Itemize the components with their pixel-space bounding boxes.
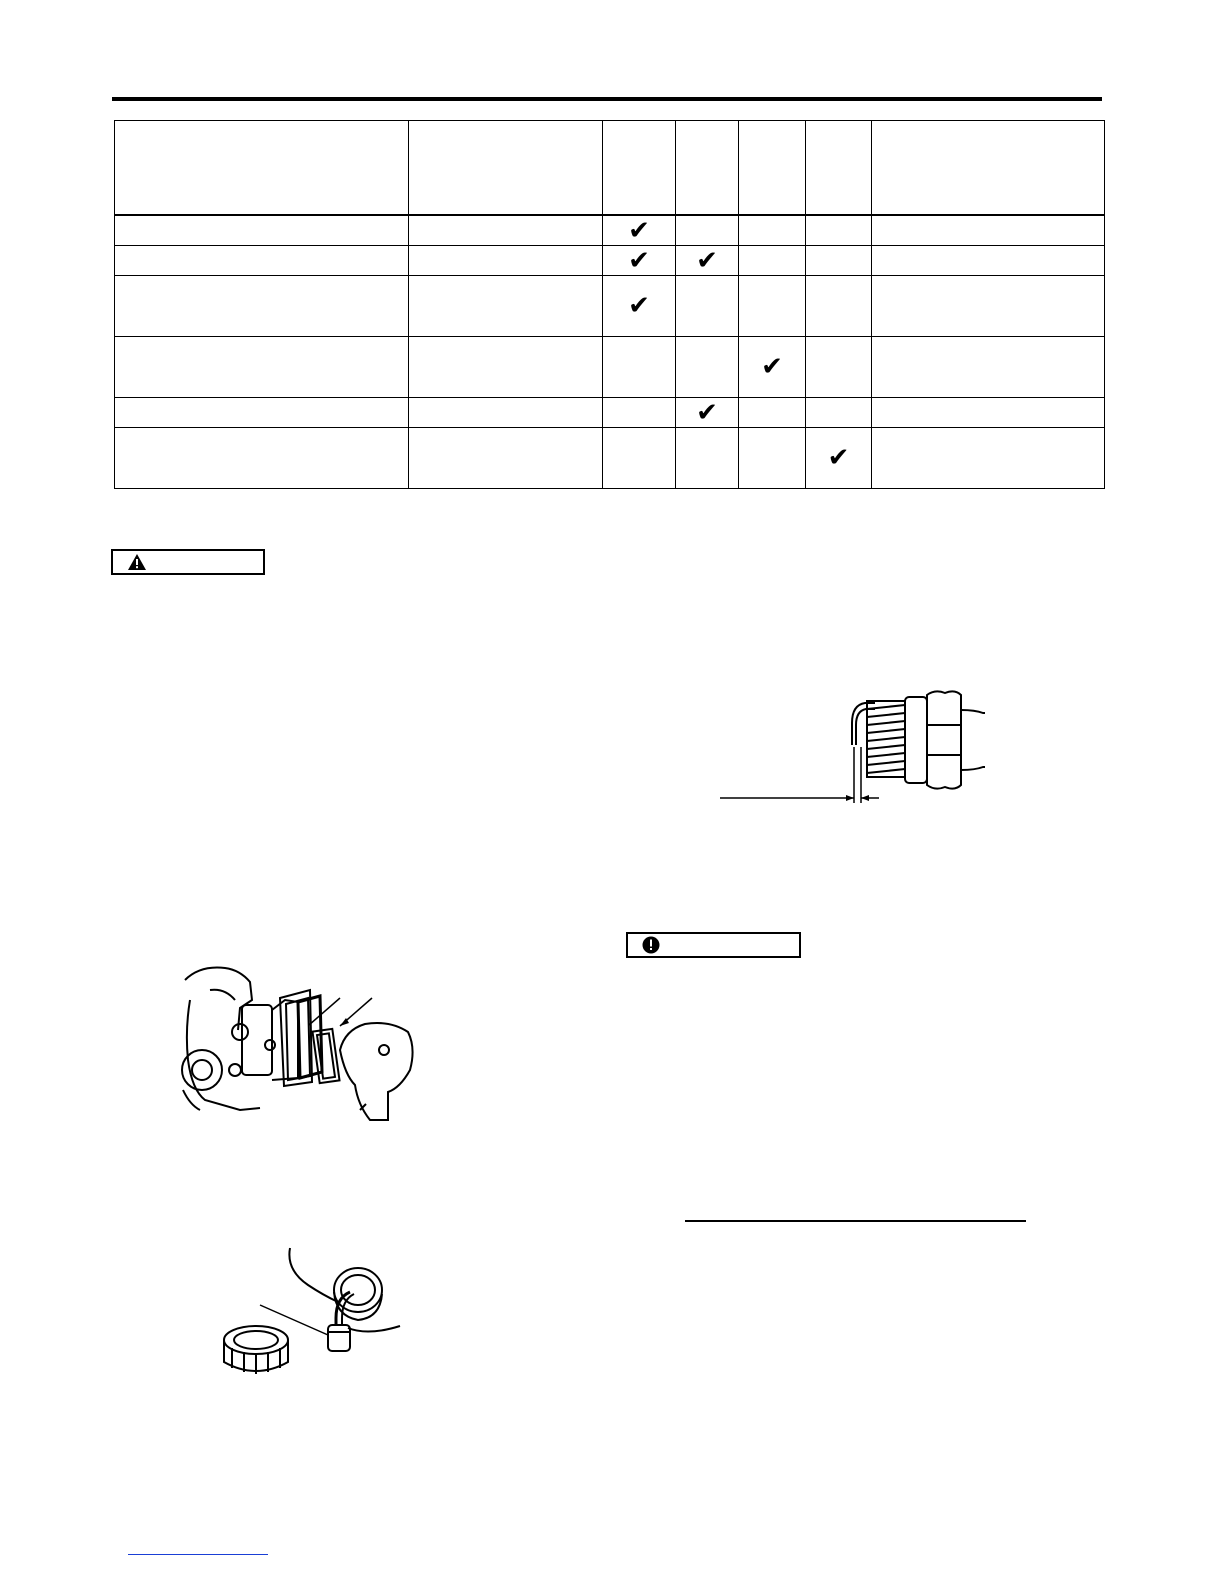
table-row [115,428,1105,489]
warning-label [111,549,265,575]
table-row [115,276,1105,337]
header-cell-interval-2 [676,121,739,216]
table-row [115,215,1105,246]
section-divider [685,1220,1026,1222]
check-mark: ✔ [603,246,676,276]
check-mark: ✔ [806,428,872,489]
check-mark: ✔ [739,337,806,398]
exclamation-circle-icon [642,936,660,954]
header-cell-notes [872,121,1105,216]
notice-label [626,932,801,958]
warning-triangle-icon [127,553,147,571]
header-cell-interval-3 [739,121,806,216]
header-cell-item [115,121,409,216]
check-mark: ✔ [676,398,739,428]
footer-link-underline[interactable] [128,1554,268,1555]
maintenance-table [114,120,1105,489]
spark-plug-gap-diagram [715,685,995,810]
header-cell-interval-1 [603,121,676,216]
check-mark: ✔ [603,215,676,246]
table-row [115,337,1105,398]
table-row [115,398,1105,428]
header-cell-interval-4 [806,121,872,216]
header-cell-action [409,121,603,216]
top-rule [112,97,1102,101]
table-header-row [115,121,1105,216]
fuel-tank-filter-diagram [218,1240,408,1385]
check-mark: ✔ [676,246,739,276]
check-mark: ✔ [603,276,676,337]
air-filter-exploded-diagram [180,960,420,1130]
table-row [115,246,1105,276]
